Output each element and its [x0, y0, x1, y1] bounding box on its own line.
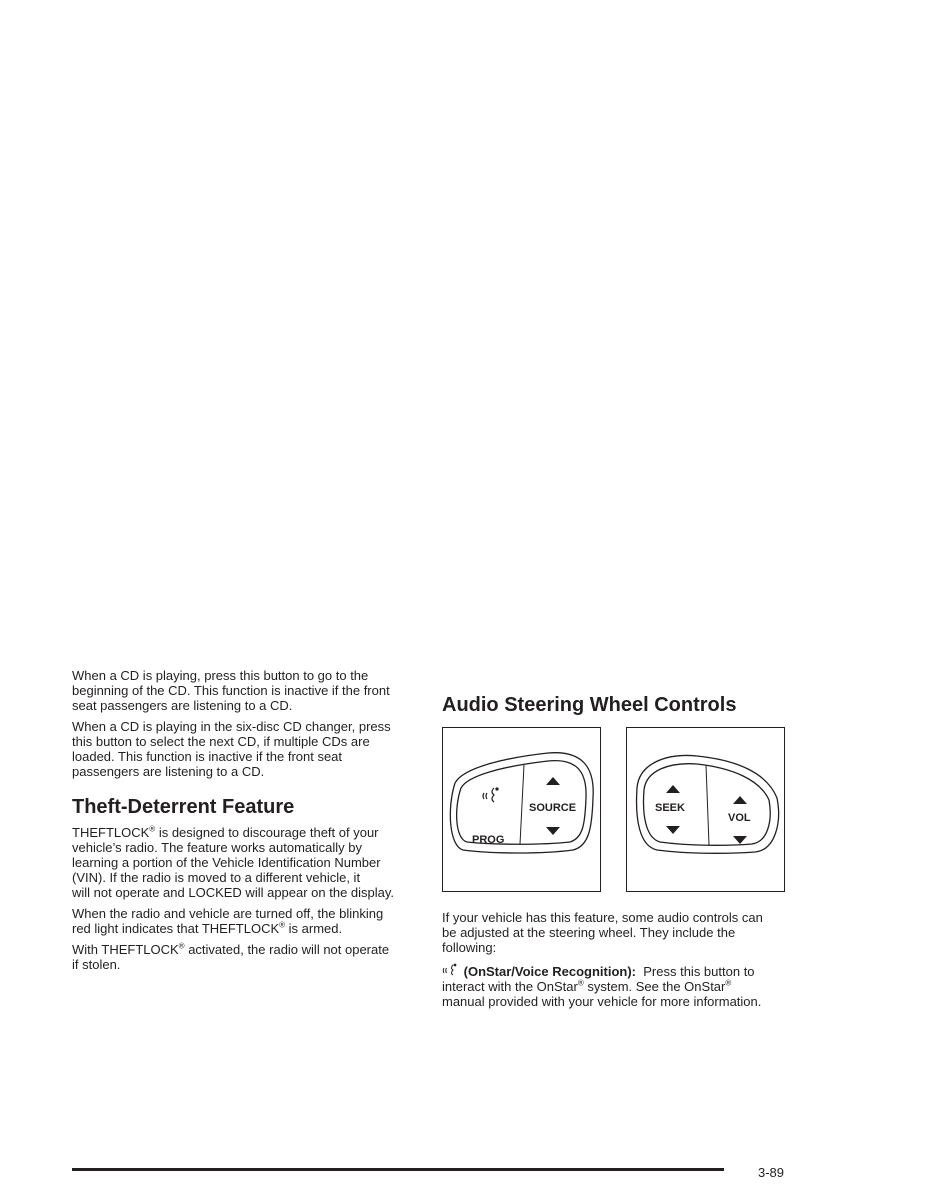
text-line: will not operate and LOCKED will appear on the display. [72, 885, 395, 900]
down-arrow-icon [546, 827, 560, 835]
control-pad-outline [443, 728, 600, 891]
registered-mark: ® [149, 824, 156, 834]
voice-recognition-icon [483, 788, 498, 802]
text-line: learning a portion of the Vehicle Identification Number [72, 855, 381, 870]
text-line: passengers are listening to a CD. [72, 764, 265, 779]
text: With THEFTLOCK [72, 942, 179, 957]
vol-label: VOL [728, 812, 751, 824]
control-pad-outline [627, 728, 784, 891]
paragraph-cd-next [72, 719, 422, 779]
text: interact with the OnStar [442, 979, 578, 994]
text-line: If your vehicle has this feature, some audio controls can [442, 910, 763, 925]
text-line: (VIN). If the radio is moved to a different vehicle, it [72, 870, 361, 885]
text: red light indicates that THEFTLOCK [72, 921, 280, 936]
footer-rule [72, 1168, 724, 1171]
paragraph-stolen [72, 942, 422, 972]
right-column-text [442, 910, 802, 1015]
left-column [72, 668, 422, 978]
seek-label: SEEK [655, 802, 685, 814]
vol-up-arrow-icon [733, 796, 747, 804]
page-number: 3-89 [758, 1165, 785, 1180]
paragraph-cd-start [72, 668, 422, 713]
text-line: if stolen. [72, 957, 121, 972]
text-line [72, 942, 422, 957]
prog-label: PROG [472, 834, 505, 846]
text: THEFTLOCK [72, 825, 150, 840]
text-line: loaded. This function is inactive if the front seat [72, 749, 343, 764]
seek-up-arrow-icon [666, 785, 680, 793]
paragraph-onstar [442, 963, 802, 1009]
text-line: be adjusted at the steering wheel. They include the [442, 925, 736, 940]
paragraph-armed [72, 906, 422, 936]
text: system. See the OnStar [583, 979, 726, 994]
steering-control-left-figure [442, 727, 601, 892]
text-line: seat passengers are listening to a CD. [72, 698, 293, 713]
up-arrow-icon [546, 777, 560, 785]
text: Press this button to [643, 964, 755, 979]
text-line: When a CD is playing, press this button to go to the [72, 668, 369, 683]
paragraph-theftlock [72, 825, 422, 900]
registered-mark: ® [178, 941, 185, 951]
theft-heading: Theft-Deterrent Feature [72, 796, 295, 818]
text-line: following: [442, 940, 497, 955]
paragraph-intro [442, 910, 802, 955]
text-line [442, 963, 802, 979]
steering-control-right-figure [626, 727, 785, 892]
text-line: When the radio and vehicle are turned off, the blinking [72, 906, 384, 921]
registered-mark: ® [725, 978, 732, 988]
source-label: SOURCE [529, 802, 577, 814]
text-line [72, 825, 422, 840]
registered-mark: ® [279, 920, 286, 930]
text-line: manual provided with your vehicle for more information. [442, 994, 762, 1009]
onstar-label: (OnStar/Voice Recognition): [463, 964, 637, 979]
registered-mark: ® [577, 978, 584, 988]
seek-down-arrow-icon [666, 826, 680, 834]
text-line [72, 921, 422, 936]
text: is designed to discourage theft of your [155, 825, 379, 840]
text-line [442, 979, 802, 994]
voice-recognition-icon [442, 963, 460, 977]
audio-controls-heading: Audio Steering Wheel Controls [442, 694, 737, 716]
text-line: When a CD is playing in the six-disc CD changer, press [72, 719, 391, 734]
text: activated, the radio will not operate [184, 942, 390, 957]
text-line: beginning of the CD. This function is inactive if the front [72, 683, 390, 698]
text-line: vehicle’s radio. The feature works automatically by [72, 840, 362, 855]
vol-down-arrow-icon [733, 836, 747, 844]
text: is armed. [285, 921, 343, 936]
text-line: this button to select the next CD, if multiple CDs are [72, 734, 370, 749]
